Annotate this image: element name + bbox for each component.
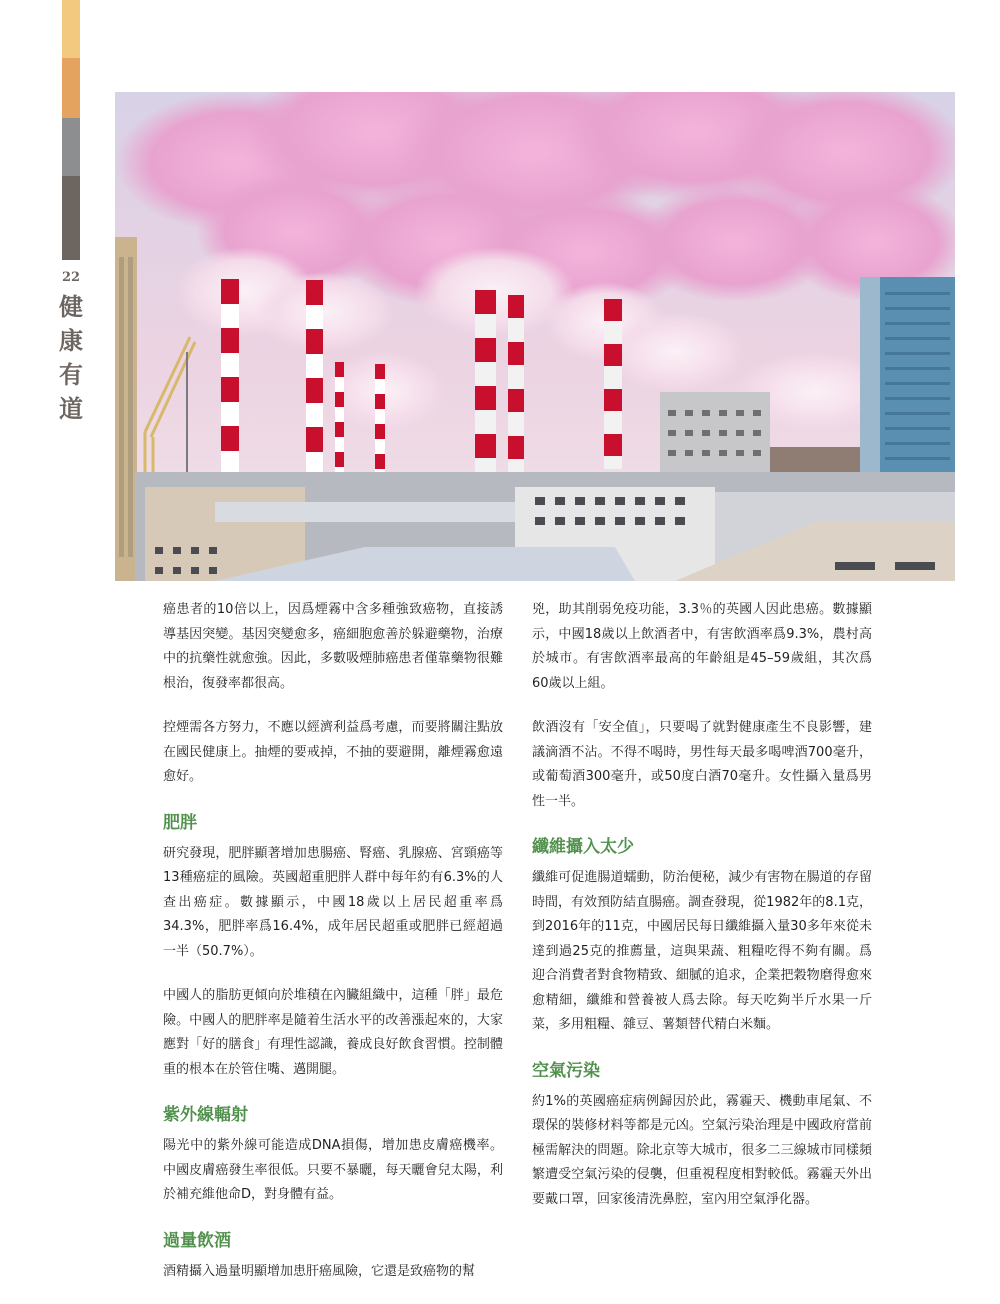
section-title-char: 有 bbox=[59, 360, 83, 389]
color-strip-4 bbox=[62, 176, 80, 260]
color-strip-2 bbox=[62, 58, 80, 118]
smokestack-3 bbox=[335, 362, 344, 482]
paragraph: 控煙需各方努力，不應以經濟利益爲考慮，而要將關注點放在國民健康上。抽煙的要戒掉，不抽的要避開，離煙霧愈遠愈好。 bbox=[163, 720, 503, 784]
smokestack-2 bbox=[306, 280, 323, 494]
glass-tower bbox=[860, 277, 955, 497]
color-strip-1 bbox=[62, 0, 80, 58]
paragraph: 纖維可促進腸道蠕動，防治便秘，減少有害物在腸道的存留時間，有效預防結直腸癌。調查發現，從1982年的8.1克，到2016年的11克，中國居民每日纖維攝入量30多年來從未達到過25克的推薦量，這與果蔬、粗糧吃得不夠有關。爲迎合消費者對食物精致、細膩的追求，企業把穀物磨得愈來愈精細，纖維和營養被人爲去除。每天吃夠半斤水果一斤菜，多用粗糧、雜豆、薯類替代精白米麵。 bbox=[532, 870, 872, 1032]
smokestack-4 bbox=[375, 364, 385, 482]
paragraph: 癌患者的10倍以上，因爲煙霧中含多種強致癌物，直接誘導基因突變。基因突變愈多，癌細胞愈善於躲避藥物，治療中的抗藥性就愈強。因此，多數吸煙肺癌患者僅靠藥物很難根治，復發率都很高。 bbox=[163, 602, 503, 691]
smokestack-7 bbox=[604, 299, 622, 469]
left-column bbox=[163, 598, 503, 1304]
paragraph: 兇，助其削弱免疫功能，3.3％的英國人因此患癌。數據顯示，中國18歲以上飲酒者中，有害飲酒率爲9.3%，農村高於城市。有害飲酒率最高的年齡組是45–59歲組，其次爲60歲以上組。 bbox=[532, 602, 872, 691]
paragraph: 中國人的脂肪更傾向於堆積在內臟組織中，這種「胖」最危險。中國人的肥胖率是隨着生活水平的改善漲起來的，大家應對「好的膳食」有理性認識，養成良好飲食習慣。控制體重的根本在於管住嘴、邁開腿。 bbox=[163, 988, 503, 1077]
smokestack-6 bbox=[508, 295, 524, 487]
section-title-char: 康 bbox=[59, 326, 83, 355]
paragraph: 研究發現，肥胖顯著增加患腸癌、腎癌、乳腺癌、宮頸癌等13種癌症的風險。英國超重肥胖人群中每年約有6.3%的人查出癌症。數據顯示，中國18歲以上居民超重率爲34.3%，肥胖率爲16.4%，成年居民超重或肥胖已經超過一半（50.7%）。 bbox=[163, 845, 503, 959]
smokestack-1 bbox=[221, 279, 239, 494]
paragraph: 酒精攝入過量明顯增加患肝癌風險，它還是致癌物的幫 bbox=[163, 1263, 476, 1279]
paragraph: 陽光中的紫外線可能造成DNA損傷，增加患皮膚癌機率。中國皮膚癌發生率很低。只要不暴曬，每天曬會兒太陽，利於補充維他命D，對身體有益。 bbox=[163, 1138, 503, 1202]
heading-fiber: 纖維攝入太少 bbox=[532, 837, 634, 857]
heading-air-pollution: 空氣污染 bbox=[532, 1060, 600, 1081]
heading-alcohol: 過量飲酒 bbox=[163, 1230, 231, 1251]
paragraph: 飲酒沒有「安全值」，只要喝了就對健康產生不良影響，建議滴酒不沾。不得不喝時，男性每天最多喝啤酒700毫升，或葡萄酒300毫升，或50度白酒70毫升。女性攝入量爲男性一半。 bbox=[532, 720, 872, 809]
right-column bbox=[532, 598, 872, 1232]
smokestack-5 bbox=[475, 290, 496, 487]
page-number: 22 bbox=[61, 270, 81, 285]
color-strip-3 bbox=[62, 118, 80, 176]
left-tower bbox=[115, 237, 137, 581]
heading-uv: 紫外線輻射 bbox=[163, 1105, 248, 1125]
heading-obesity: 肥胖 bbox=[163, 812, 197, 833]
paragraph: 約1%的英國癌症病例歸因於此，霧霾天、機動車尾氣、不環保的裝修材料等都是元凶。空氣污染治理是中國政府當前極需解決的問題。除北京等大城市，很多二三線城市同樣頻繁遭受空氣污染的侵襲，但重視程度相對較低。霧霾天外出要戴口罩，回家後清洗鼻腔，室內用空氣淨化器。 bbox=[532, 1093, 872, 1207]
section-title-char: 道 bbox=[59, 394, 83, 423]
section-title bbox=[58, 290, 84, 426]
city-skyline bbox=[135, 472, 955, 581]
factory-smokestacks-photo bbox=[115, 92, 955, 581]
section-title-char: 健 bbox=[59, 292, 83, 321]
